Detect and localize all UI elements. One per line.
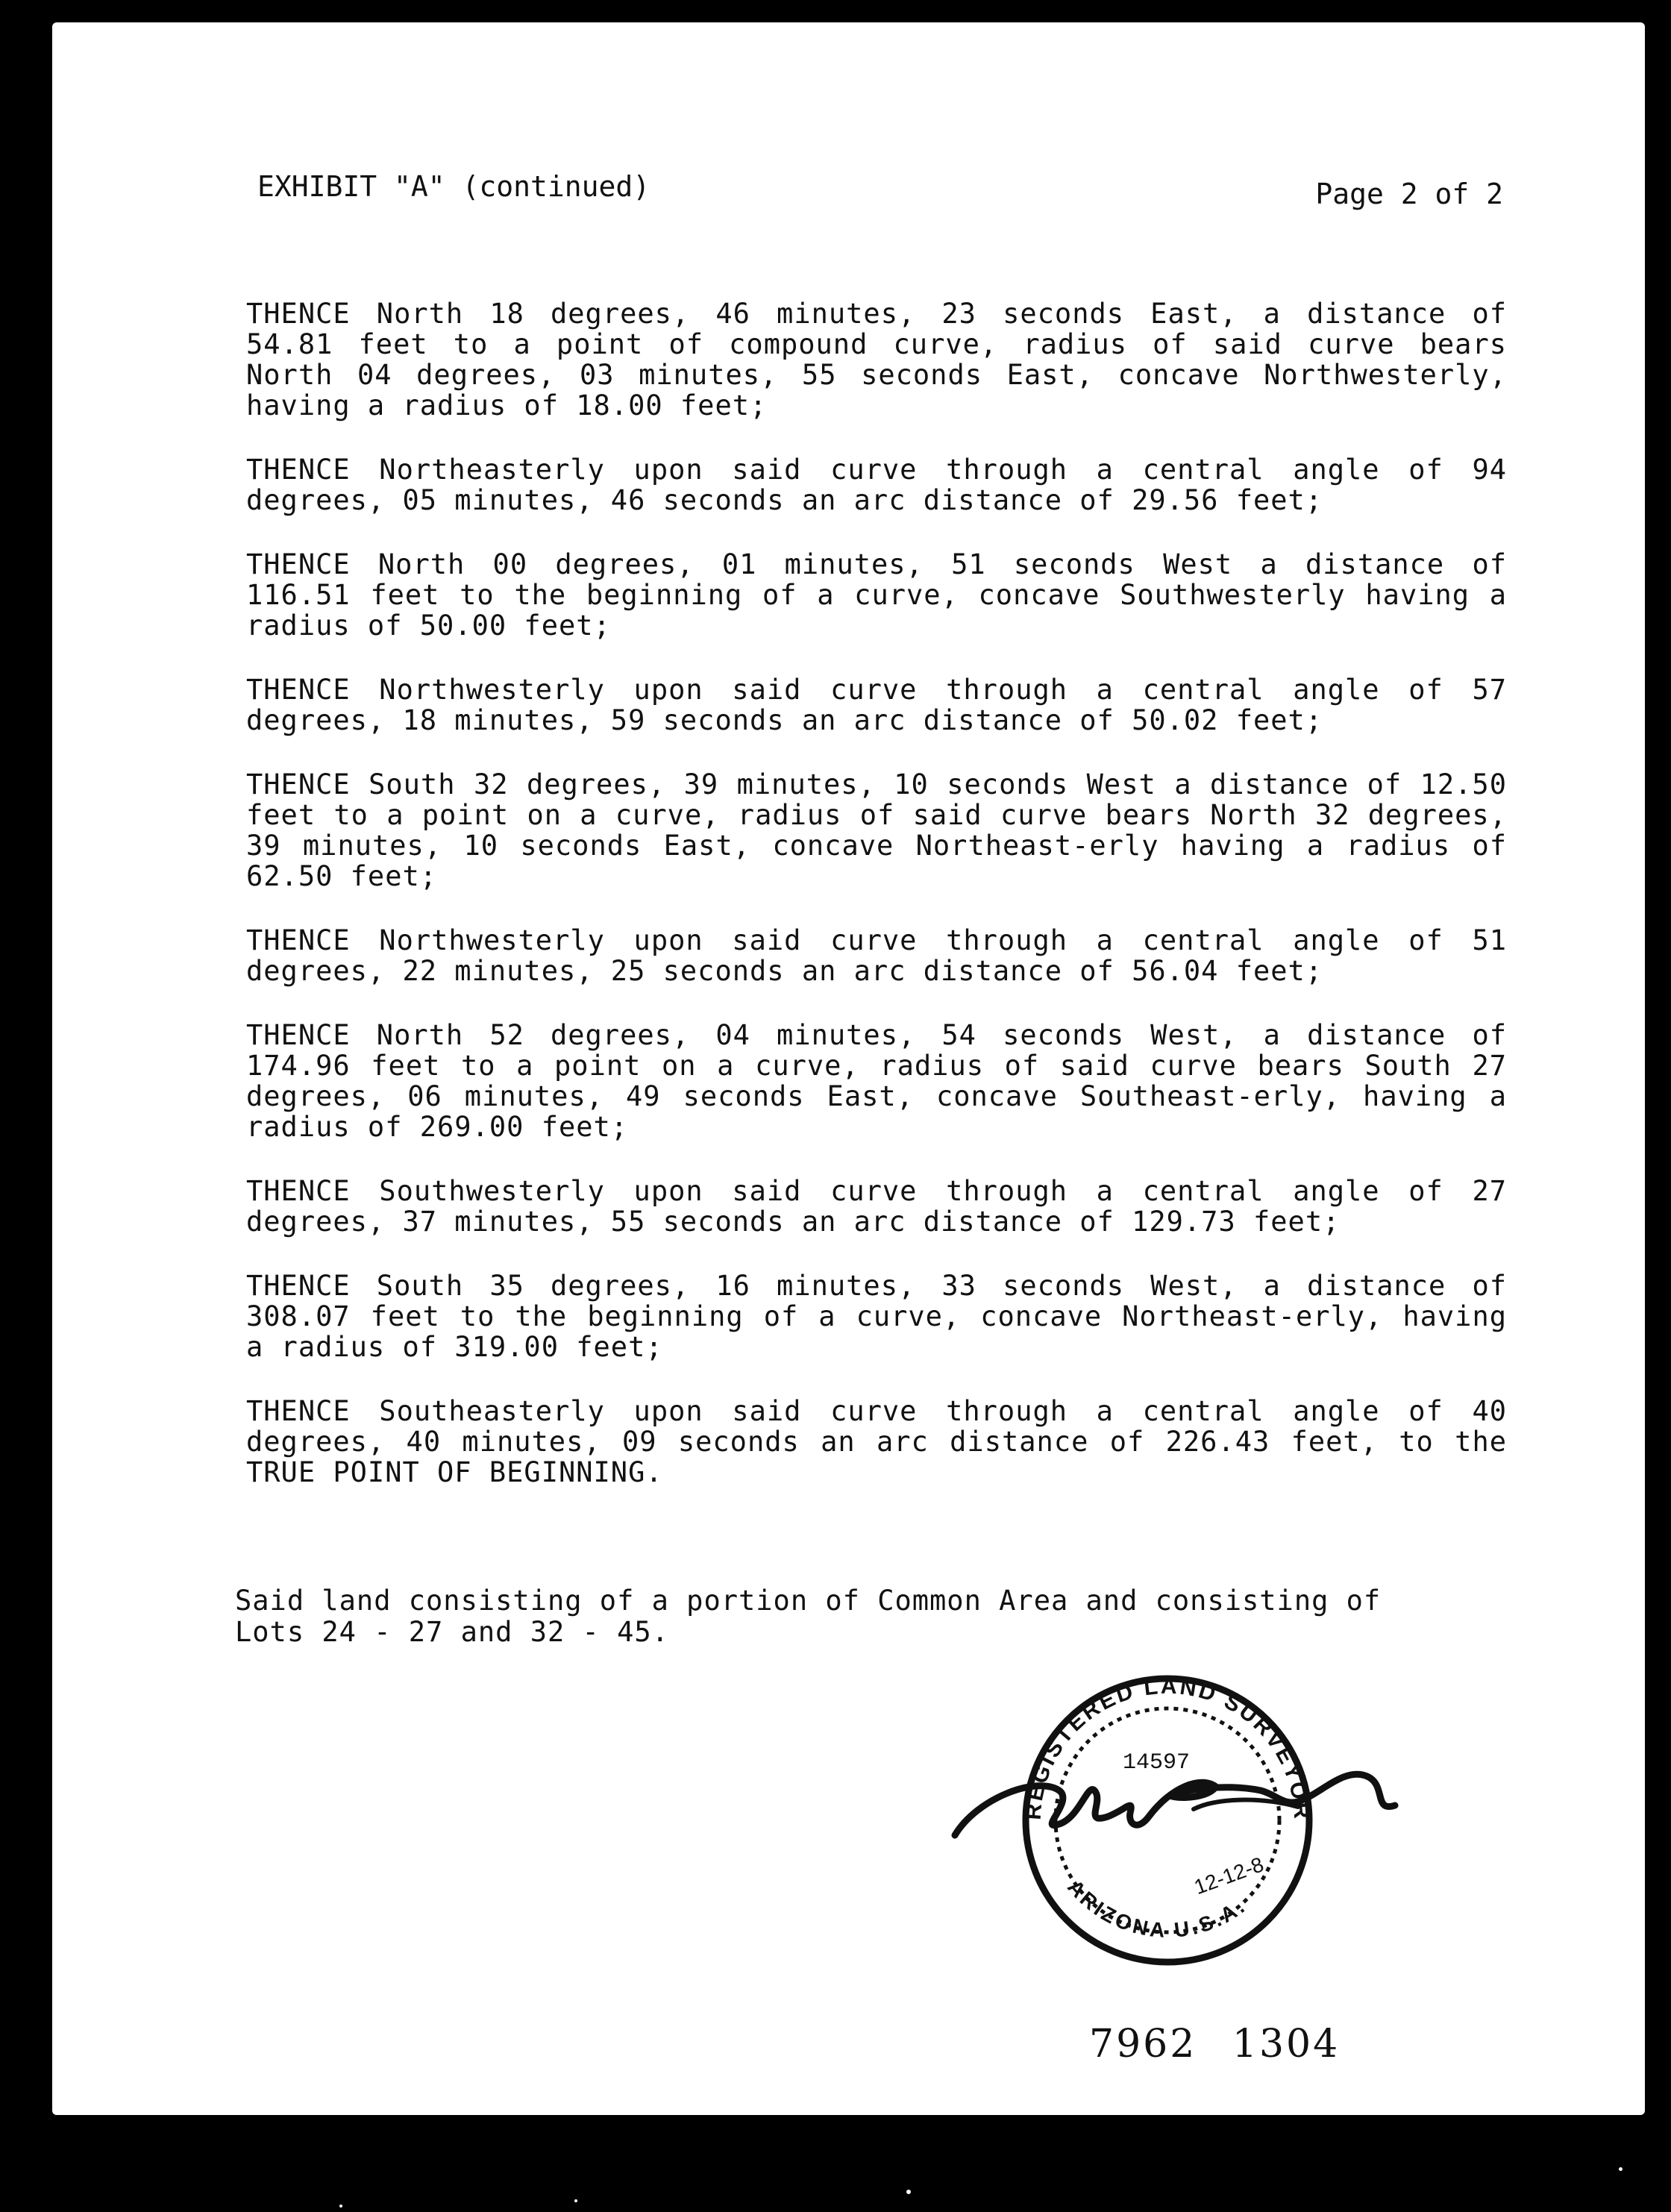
- paragraph: THENCE North 00 degrees, 01 minutes, 51 seconds West a distance of 116.51 feet to the beginning of a curve, concave Southwesterly having a radius of 50.00 feet;: [246, 548, 1507, 642]
- scan-speck: [339, 2205, 342, 2208]
- scan-speck: [906, 2190, 911, 2194]
- legal-description: [246, 298, 1507, 1521]
- document-number: 7962 1304: [1089, 2022, 1341, 2067]
- paragraph: THENCE South 35 degrees, 16 minutes, 33 seconds West, a distance of 308.07 feet to the beginning of a curve, concave Northeast-erly, having a radius of 319.00 feet;: [246, 1270, 1507, 1363]
- paragraph: THENCE Southwesterly upon said curve through a central angle of 27 degrees, 37 minutes, 55 seconds an arc distance of 129.73 feet;: [246, 1175, 1507, 1238]
- paragraph: THENCE North 52 degrees, 04 minutes, 54 seconds West, a distance of 174.96 feet to a point on a curve, radius of said curve bears South 27 degrees, 06 minutes, 49 seconds East, concave Southeast-erly, having a radius of 269.00 feet;: [246, 1019, 1507, 1143]
- seal-number: 14597: [1123, 1750, 1191, 1776]
- paragraph: THENCE Northwesterly upon said curve through a central angle of 51 degrees, 22 minutes, 25 seconds an arc distance of 56.04 feet;: [246, 924, 1507, 987]
- page-number: Page 2 of 2: [1315, 178, 1503, 210]
- closing-statement: Said land consisting of a portion of Common Area and consisting of Lots 24 - 27 and 32 - 45.: [235, 1585, 1382, 1648]
- seal-date: 12-12-8: [1191, 1852, 1267, 1899]
- exhibit-title: EXHIBIT "A" (continued): [257, 170, 650, 203]
- scan-speck: [574, 2199, 577, 2202]
- scan-speck: [1619, 2167, 1623, 2171]
- surveyor-signature: [955, 1774, 1395, 1835]
- paragraph: THENCE Northeasterly upon said curve through a central angle of 94 degrees, 05 minutes, 46 seconds an arc distance of 29.56 feet;: [246, 454, 1507, 516]
- seal-outer-text: REGISTERED LAND SURVEYOR: [1021, 1673, 1314, 1822]
- paragraph: THENCE Northwesterly upon said curve through a central angle of 57 degrees, 18 minutes, 59 seconds an arc distance of 50.02 feet;: [246, 674, 1507, 736]
- signature-stroke: [1194, 1800, 1298, 1809]
- seal-bottom-text: ARIZONA U.S.A.: [1063, 1875, 1251, 1943]
- surveyor-seal: [947, 1664, 1410, 1977]
- paragraph: THENCE South 32 degrees, 39 minutes, 10 seconds West a distance of 12.50 feet to a point on a curve, radius of said curve bears North 32 degrees, 39 minutes, 10 seconds East, concave Northeast-erly having a radius of 62.50 feet;: [246, 768, 1507, 892]
- paragraph: THENCE Southeasterly upon said curve through a central angle of 40 degrees, 40 minutes, 09 seconds an arc distance of 226.43 feet, to the TRUE POINT OF BEGINNING.: [246, 1395, 1507, 1488]
- paragraph: THENCE North 18 degrees, 46 minutes, 23 seconds East, a distance of 54.81 feet to a point of compound curve, radius of said curve bears North 04 degrees, 03 minutes, 55 seconds East, concave Northwesterly, having a radius of 18.00 feet;: [246, 298, 1507, 422]
